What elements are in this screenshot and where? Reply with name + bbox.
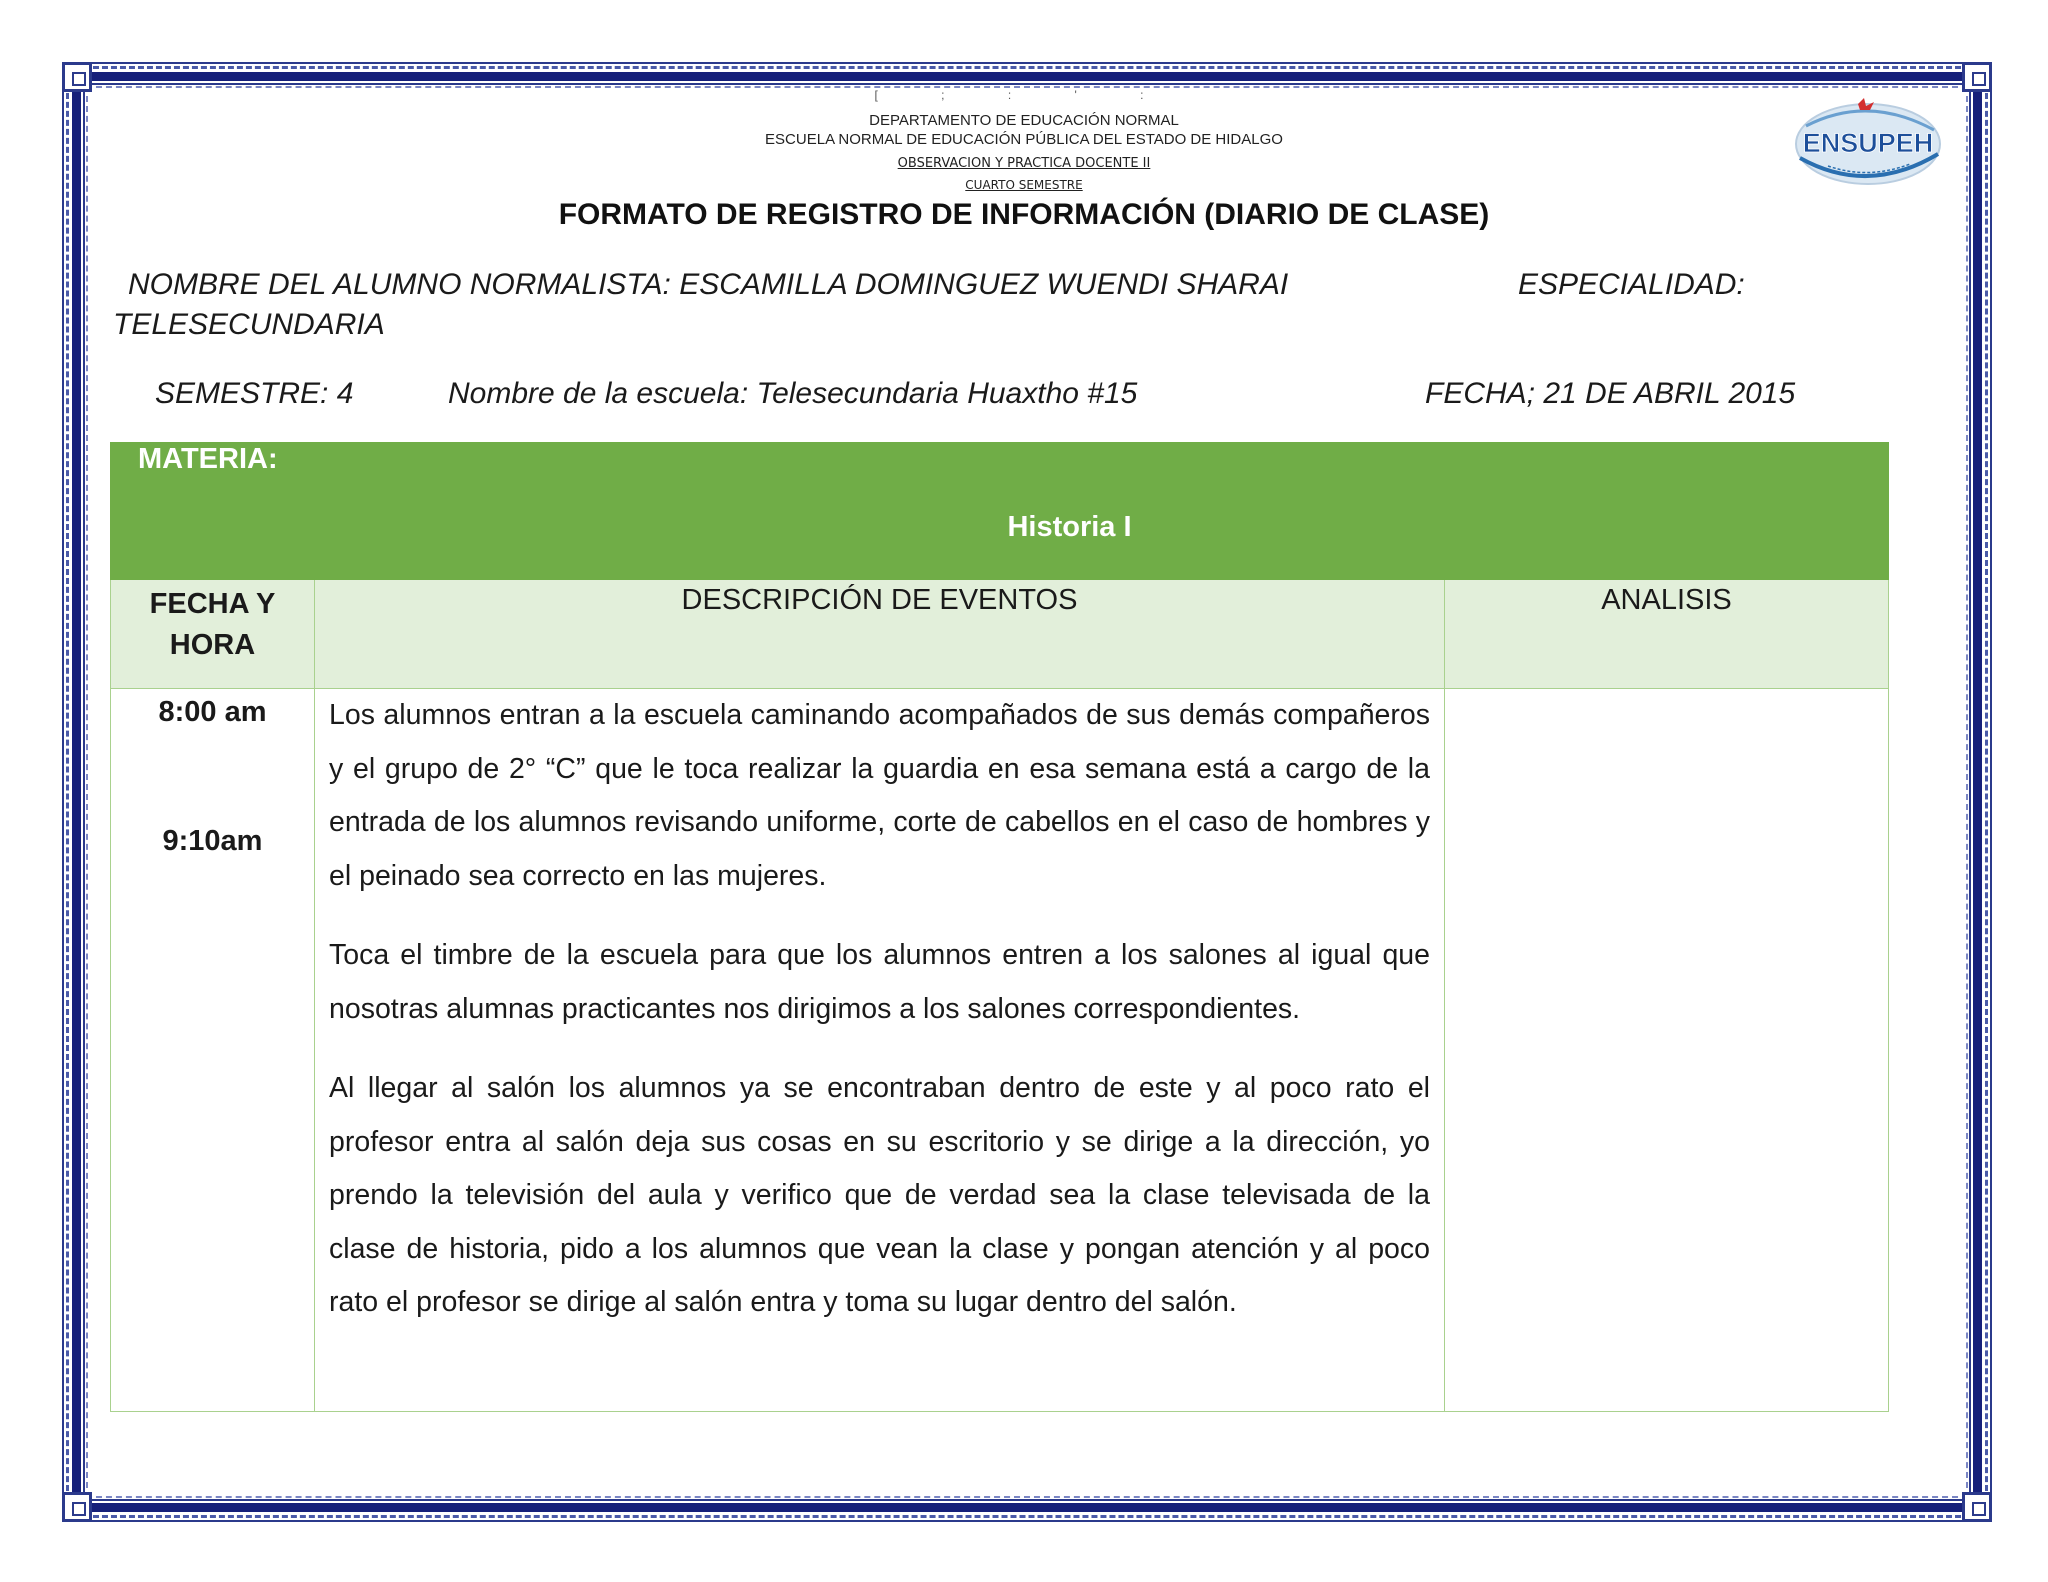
- column-header-description: DESCRIPCIÓN DE EVENTOS: [315, 580, 1445, 689]
- column-header-date-line1: FECHA Y: [149, 588, 276, 620]
- logo-text: ENSUPEH: [1802, 128, 1934, 158]
- specialty-label: ESPECIALIDAD:: [1518, 268, 1745, 301]
- time-entry: 8:00 am: [158, 696, 267, 728]
- student-name: NOMBRE DEL ALUMNO NORMALISTA: ESCAMILLA DOMINGUEZ WUENDI SHARAI: [128, 268, 1289, 301]
- page-title: FORMATO DE REGISTRO DE INFORMACIÓN (DIARIO DE CLASE): [558, 198, 1490, 231]
- subject-cell: [111, 443, 1889, 580]
- semester-header: CUARTO SEMESTRE: [965, 178, 1083, 192]
- description-cell: [315, 689, 1445, 1412]
- school-name-field: Nombre de la escuela: Telesecundaria Huaxtho #15: [448, 377, 1138, 410]
- analysis-cell: [1445, 689, 1889, 1412]
- department-name: DEPARTAMENTO DE EDUCACIÓN NORMAL: [869, 112, 1179, 129]
- subject-row: [111, 443, 1889, 580]
- subject-label: MATERIA:: [138, 443, 278, 475]
- column-header-date: [111, 580, 315, 689]
- corner-ornament-bl: [62, 1492, 92, 1522]
- column-header-row: [111, 580, 1889, 689]
- date-field: FECHA; 21 DE ABRIL 2015: [1425, 377, 1796, 410]
- description-paragraph: Al llegar al salón los alumnos ya se encontraban dentro de este y al poco rato el profesor entra al salón deja sus cosas en su escritorio y se dirige a la dirección, yo prendo la televisión del aula y verifico que de verdad sea la clase televisada de la clase de historia, pido a los alumnos que vean la clase y pongan atención y al poco rato el profesor se dirige al salón entra y toma su lugar dentro del salón.: [329, 1072, 1430, 1318]
- time-entry: 9:10am: [162, 825, 263, 857]
- course-name: OBSERVACION Y PRACTICA DOCENTE II: [897, 156, 1151, 171]
- ensupeh-logo: [1788, 96, 1948, 196]
- specialty-value: TELESECUNDARIA: [113, 308, 385, 341]
- description-paragraph: Toca el timbre de la escuela para que los alumnos entren a los salones al igual que nosotras alumnas practicantes nos dirigimos a los salones correspondientes.: [329, 939, 1430, 1025]
- description-paragraph: Los alumnos entran a la escuela caminando acompañados de sus demás compañeros y el grupo de 2° “C” que le toca realizar la guardia en esa semana está a cargo de la entrada de los alumnos revisando uniforme, corte de cabellos en el caso de hombres y el peinado sea correcto en las mujeres.: [329, 699, 1430, 892]
- semester-field: SEMESTRE: 4: [155, 377, 354, 410]
- table-row: [111, 689, 1889, 1412]
- class-diary-table: [110, 442, 1889, 1412]
- column-header-date-line2: HORA: [169, 629, 256, 661]
- header-faint-text: [ ; : ' :: [874, 88, 1174, 102]
- time-cell: [111, 689, 315, 1412]
- subject-value: Historia I: [1007, 511, 1132, 543]
- school-name-header: ESCUELA NORMAL DE EDUCACIÓN PÚBLICA DEL ESTADO DE HIDALGO: [765, 131, 1283, 148]
- corner-ornament-br: [1962, 1492, 1992, 1522]
- column-header-analysis: ANALISIS: [1445, 580, 1889, 689]
